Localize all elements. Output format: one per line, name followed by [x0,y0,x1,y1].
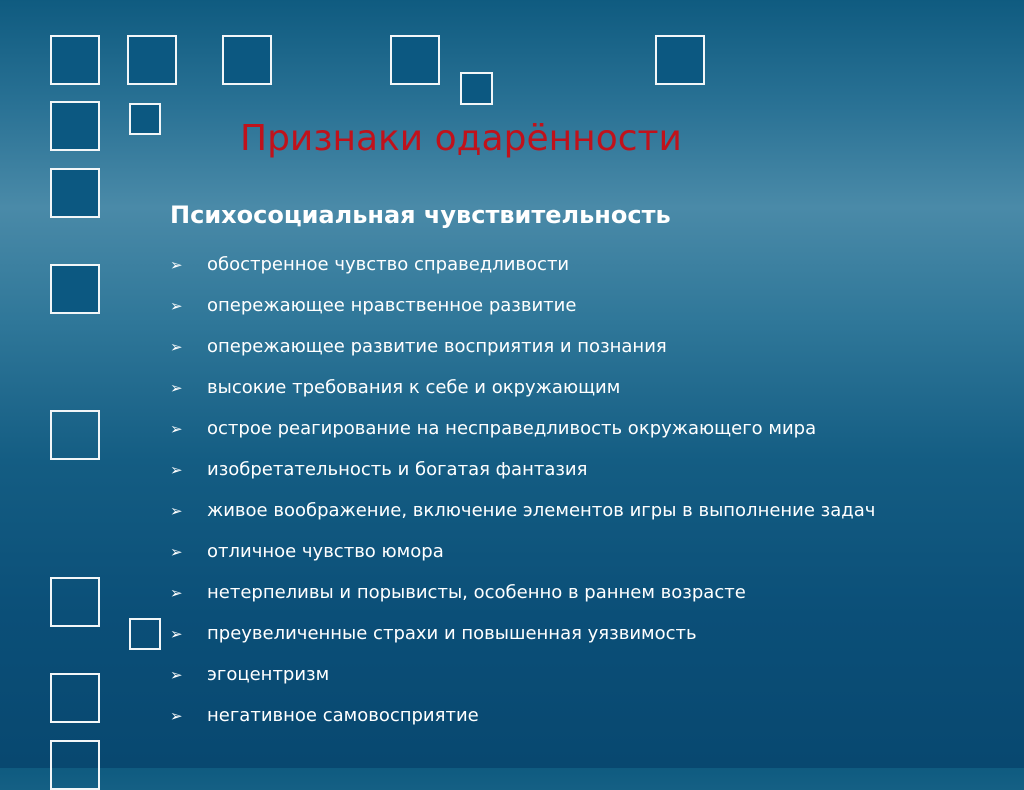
arrowhead-bullet-icon: ➢ [170,461,183,479]
list-item-text: отличное чувство юмора [207,541,444,562]
arrowhead-bullet-icon: ➢ [170,625,183,643]
arrowhead-bullet-icon: ➢ [170,256,183,274]
slide-subtitle: Психосоциальная чувствительность [170,201,671,229]
list-item-text: изобретательность и богатая фантазия [207,459,588,480]
list-item-text: преувеличенные страхи и повышенная уязвимость [207,623,697,644]
decorative-square [390,35,440,85]
decorative-square [460,72,493,105]
list-item [170,254,875,295]
arrowhead-bullet-icon: ➢ [170,379,183,397]
arrowhead-bullet-icon: ➢ [170,297,183,315]
decorative-square [50,35,100,85]
list-item [170,459,875,500]
list-item [170,705,875,746]
decorative-square [50,740,100,790]
list-item [170,377,875,418]
arrowhead-bullet-icon: ➢ [170,707,183,725]
arrowhead-bullet-icon: ➢ [170,543,183,561]
decorative-square [50,101,100,151]
decorative-square [50,410,100,460]
list-item-text: эгоцентризм [207,664,330,685]
slide-title: Признаки одарённости [240,118,682,159]
list-item-text: живое воображение, включение элементов игры в выполнение задач [207,500,876,521]
list-item-text: опережающее развитие восприятия и познания [207,336,667,357]
list-item [170,664,875,705]
decorative-square [50,168,100,218]
arrowhead-bullet-icon: ➢ [170,420,183,438]
list-item-text: опережающее нравственное развитие [207,295,577,316]
decorative-square [50,673,100,723]
bullet-list [170,254,875,746]
list-item [170,418,875,459]
decorative-square [655,35,705,85]
arrowhead-bullet-icon: ➢ [170,666,183,684]
list-item-text: нетерпеливы и порывисты, особенно в раннем возрасте [207,582,746,603]
list-item-text: негативное самовосприятие [207,705,479,726]
decorative-square [129,103,161,135]
arrowhead-bullet-icon: ➢ [170,502,183,520]
decorative-square [50,577,100,627]
list-item [170,295,875,336]
arrowhead-bullet-icon: ➢ [170,338,183,356]
arrowhead-bullet-icon: ➢ [170,584,183,602]
list-item [170,541,875,582]
decorative-square [127,35,177,85]
list-item-text: острое реагирование на несправедливость окружающего мира [207,418,817,439]
list-item [170,582,875,623]
list-item-text: обостренное чувство справедливости [207,254,570,275]
list-item [170,623,875,664]
list-item [170,500,875,541]
decorative-square [222,35,272,85]
list-item-text: высокие требования к себе и окружающим [207,377,621,398]
decorative-square [50,264,100,314]
list-item [170,336,875,377]
decorative-square [129,618,161,650]
